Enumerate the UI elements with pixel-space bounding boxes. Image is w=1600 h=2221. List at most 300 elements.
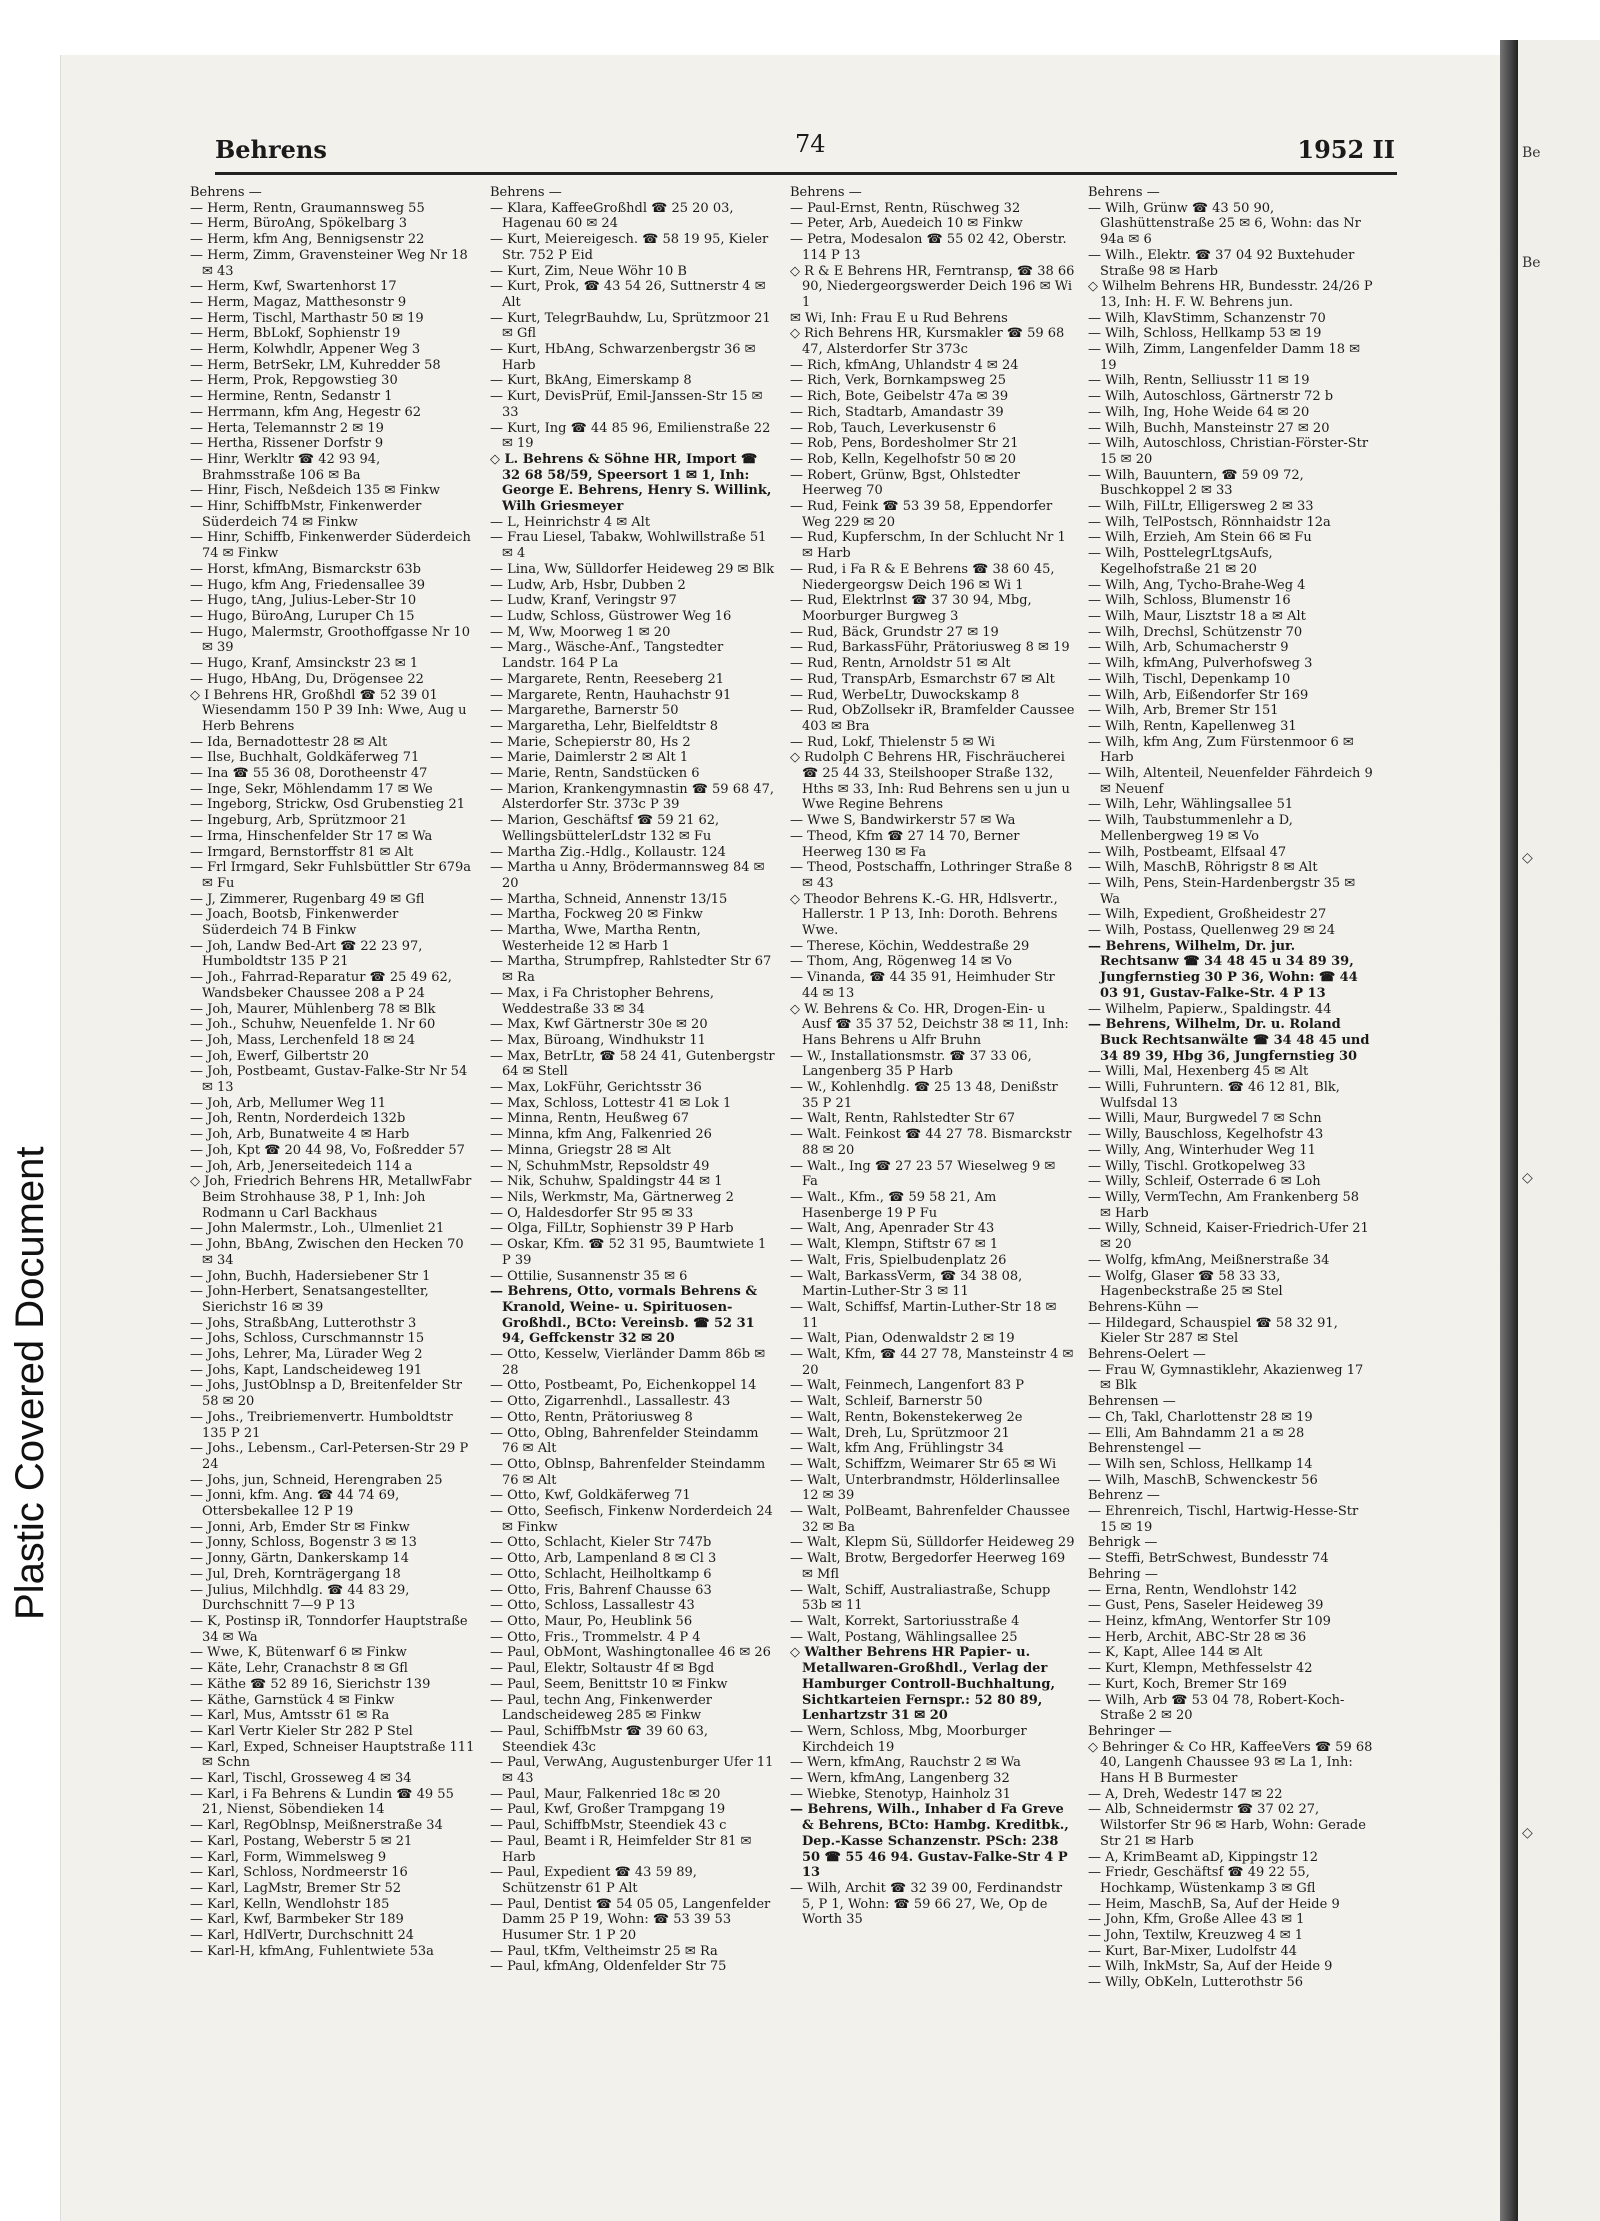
directory-entry: — John, Kfm, Große Allee 43 ✉ 1 — [1088, 1912, 1305, 1928]
directory-entry: ◇ L. Behrens & Söhne HR, Import ☎ 32 68 58/59, Speersort 1 ✉ 1, Inh: George E. Behrens, Henry S. Willink, Wilh Griesmeyer — [490, 451, 772, 515]
directory-entry: — Petra, Modesalon ☎ 55 02 42, Oberstr. 114 P 13 — [790, 232, 1067, 263]
directory-entry: — Hertha, Rissener Dorfstr 9 — [190, 436, 384, 452]
directory-entry: — Karl, Kwf, Barmbeker Str 189 — [190, 1912, 404, 1928]
directory-entry: — Margaretha, Lehr, Bielfeldtstr 8 — [490, 718, 719, 734]
directory-entry: ◇ Rudolph C Behrens HR, Fischräucherei ☎ 25 44 33, Steilshooper Straße 132, Hths ✉ 33, Inh: Rud Behrens sen u jun u Wwe Regine Behrens — [790, 750, 1070, 813]
directory-entry: — Joh, Kpt ☎ 20 44 98, Vo, Foßredder 57 — [190, 1142, 465, 1158]
directory-entry: — Wilh, kfmAng, Pulverhofsweg 3 — [1088, 656, 1313, 672]
directory-entry: — Wilh, Drechsl, Schützenstr 70 — [1088, 624, 1303, 640]
directory-entry: — Wilh, Tischl, Depenkamp 10 — [1088, 671, 1291, 687]
directory-entry: — Karl, i Fa Behrens & Lundin ☎ 49 55 21, Nienst, Söbendieken 14 — [190, 1786, 454, 1818]
directory-entry: — Otto, Schlacht, Kieler Str 747b — [490, 1535, 712, 1551]
directory-entry: — Joh, Postbeamt, Gustav-Falke-Str Nr 54 ✉ 13 — [190, 1064, 468, 1096]
directory-entry: — Walt, Feinmech, Langenfort 83 P — [790, 1378, 1025, 1394]
directory-entry: — Walt, Rentn, Rahlstedter Str 67 — [790, 1111, 1016, 1127]
edge-mark: ◇ — [1522, 1825, 1533, 1841]
directory-entry: — Jonny, Gärtn, Dankerskamp 14 — [190, 1551, 409, 1567]
directory-entry: — Ludw, Schloss, Güstrower Weg 16 — [490, 608, 732, 624]
directory-entry: — Walt, Unterbrandmstr, Hölderlinsallee 12 ✉ 39 — [790, 1472, 1060, 1504]
directory-entry: — Rich, Verk, Bornkampsweg 25 — [790, 373, 1006, 389]
directory-entry: — Paul, Elektr, Soltaustr 4f ✉ Bgd — [490, 1661, 715, 1677]
directory-entry: — Wilh, Arb ☎ 53 04 78, Robert-Koch-Straße 2 ✉ 20 — [1088, 1692, 1345, 1724]
directory-entry: — Heinz, kfmAng, Wentorfer Str 109 — [1088, 1613, 1331, 1629]
directory-entry: — Joh, Arb, Jenerseitedeich 114 a — [190, 1158, 413, 1174]
directory-entry: — Behrens, Otto, vormals Behrens & Kranold, Weine- u. Spirituosen-Großhdl., BCto: Vereinsb. ☎ 52 31 94, Geffckenstr 32 ✉ 20 — [490, 1284, 758, 1347]
directory-entry: — Otto, Kwf, Goldkäferweg 71 — [490, 1488, 691, 1504]
directory-entry: Behrens-Kühn — — [1088, 1299, 1199, 1315]
directory-entry: — Wwe, K, Bütenwarf 6 ✉ Finkw — [190, 1645, 407, 1661]
directory-entry: Behrens — — [490, 185, 562, 200]
directory-entry: — Karl, Schloss, Nordmeerstr 16 — [190, 1865, 408, 1881]
directory-entry: — Nik, Schuhw, Spaldingstr 44 ✉ 1 — [490, 1174, 723, 1190]
directory-entry: — Max, LokFühr, Gerichtsstr 36 — [490, 1080, 702, 1096]
directory-entry: — Ludw, Arb, Hsbr, Dubben 2 — [490, 577, 686, 593]
directory-entry: — John Malermstr., Loh., Ulmenliet 21 — [190, 1221, 445, 1237]
directory-entry: — Wilh, Autoschloss, Christian-Förster-Str 15 ✉ 20 — [1088, 436, 1369, 467]
directory-column-2 — [490, 185, 775, 1975]
directory-entry: — Paul, Kwf, Großer Trampgang 19 — [490, 1802, 726, 1818]
directory-entry: — Otto, Schloss, Lassallestr 43 — [490, 1598, 695, 1614]
directory-entry: — Rud, WerbeLtr, Duwockskamp 8 — [790, 687, 1020, 703]
directory-entry: — Wilh, Autoschloss, Gärtnerstr 72 b — [1088, 389, 1334, 405]
edge-mark: Be — [1522, 255, 1541, 271]
directory-entry: — Rob, Tauch, Leverkusenstr 6 — [790, 420, 997, 436]
directory-entry: — Gust, Pens, Saseler Heideweg 39 — [1088, 1598, 1324, 1614]
directory-entry: — Paul, techn Ang, Finkenwerder Landscheideweg 285 ✉ Finkw — [490, 1692, 713, 1724]
directory-entry: — Frl Irmgard, Sekr Fuhlsbüttler Str 679a ✉ Fu — [190, 860, 472, 891]
directory-entry: — Walt, Schleif, Barnerstr 50 — [790, 1394, 983, 1410]
directory-entry: — Martha, Wwe, Martha Rentn, Westerheide 12 ✉ Harb 1 — [490, 923, 701, 954]
directory-entry: — Marie, Rentn, Sandstücken 6 — [490, 766, 700, 782]
directory-entry: — Käthe ☎ 52 89 16, Sierichstr 139 — [190, 1676, 431, 1692]
directory-entry: — Wilh, MaschB, Schwenckestr 56 — [1088, 1472, 1318, 1488]
directory-entry: — Minna, Griegstr 28 ✉ Alt — [490, 1142, 671, 1158]
directory-entry: — Wilh, Postbeamt, Elfsaal 47 — [1088, 844, 1287, 860]
directory-entry: Behrenz — — [1088, 1488, 1160, 1504]
directory-entry: — Therese, Köchin, Weddestraße 29 — [790, 938, 1030, 954]
directory-entry: — J, Zimmerer, Rugenbarg 49 ✉ Gfl — [190, 891, 425, 907]
directory-entry: — Margarethe, Barnerstr 50 — [490, 703, 679, 719]
directory-entry: — Wilh., Elektr. ☎ 37 04 92 Buxtehuder Straße 98 ✉ Harb — [1088, 247, 1355, 279]
directory-entry: — Otto, Oblnsp, Bahrenfelder Steindamm 76 ✉ Alt — [490, 1456, 766, 1488]
directory-entry: — Joh, Arb, Mellumer Weg 11 — [190, 1095, 387, 1111]
directory-entry: — Martha, Strumpfrep, Rahlstedter Str 67 ✉ Ra — [490, 954, 772, 986]
directory-entry: — Herm, BüroAng, Spökelbarg 3 — [190, 216, 408, 232]
directory-entry: — Martha u Anny, Brödermannsweg 84 ✉ 20 — [490, 860, 765, 891]
directory-column-1 — [190, 185, 475, 1959]
directory-entry: — Willy, VermTechn, Am Frankenberg 58 ✉ Harb — [1088, 1190, 1360, 1221]
directory-entry: — Willy, Ang, Winterhuder Weg 11 — [1088, 1142, 1316, 1158]
directory-entry: — Rud, ObZollsekr iR, Bramfelder Caussee 403 ✉ Bra — [790, 703, 1075, 734]
directory-entry: — John, Buchh, Hadersiebener Str 1 — [190, 1268, 431, 1284]
directory-entry: — Herm, Prok, Repgowstieg 30 — [190, 373, 398, 389]
directory-entry: — Wilh, Expedient, Großheidestr 27 — [1088, 907, 1327, 923]
directory-entry: — Joh, Maurer, Mühlenberg 78 ✉ Blk — [190, 1001, 436, 1017]
directory-entry: — Walt., Kfm., ☎ 59 58 21, Am Hasenberge 19 P Fu — [790, 1190, 997, 1221]
directory-entry: Behrigk — — [1088, 1535, 1158, 1551]
directory-entry: — Wwe S, Bandwirkerstr 57 ✉ Wa — [790, 813, 1016, 829]
directory-entry: ✉ Wi, Inh: Frau E u Rud Behrens — [790, 310, 1008, 326]
directory-entry: Behringer — — [1088, 1723, 1172, 1739]
directory-entry: — Ehrenreich, Tischl, Hartwig-Hesse-Str 15 ✉ 19 — [1088, 1504, 1359, 1535]
directory-entry: — Walt, Klempn, Stiftstr 67 ✉ 1 — [790, 1237, 999, 1253]
directory-entry: — Walt, Schiffsf, Martin-Luther-Str 18 ✉ 11 — [790, 1299, 1057, 1331]
directory-entry: — Wern, kfmAng, Rauchstr 2 ✉ Wa — [790, 1755, 1021, 1771]
directory-entry: — Ingeburg, Arb, Sprützmoor 21 — [190, 813, 408, 829]
directory-entry: — Joh, Mass, Lerchenfeld 18 ✉ 24 — [190, 1032, 416, 1048]
directory-entry: ◇ Walther Behrens HR Papier- u. Metallwaren-Großhdl., Verlag der Hamburger Controll-Buchhaltung, Sichtkarteien Fernspr.: 52 80 89, Lenhartzstr 31 ✉ 20 — [790, 1645, 1055, 1724]
directory-entry: — Ingeborg, Strickw, Osd Grubenstieg 21 — [190, 797, 465, 813]
directory-entry: — Wilh, Ing, Hohe Weide 64 ✉ 20 — [1088, 404, 1310, 420]
edge-mark: ◇ — [1522, 850, 1533, 866]
directory-entry: — Rich, Bote, Geibelstr 47a ✉ 39 — [790, 389, 1009, 405]
directory-entry: — Wilh, Arb, Bremer Str 151 — [1088, 703, 1279, 719]
directory-entry: — Jonny, Schloss, Bogenstr 3 ✉ 13 — [190, 1535, 417, 1551]
directory-entry: — Wilh, Arb, Schumacherstr 9 — [1088, 640, 1289, 656]
directory-entry: — Kurt, TelegrBauhdw, Lu, Sprützmoor 21 ✉ Gfl — [490, 310, 771, 342]
directory-entry: Behrens-Oelert — — [1088, 1347, 1206, 1363]
directory-entry: ◇ Wilhelm Behrens HR, Bundesstr. 24/26 P 13, Inh: H. F. W. Behrens jun. — [1088, 279, 1373, 310]
directory-entry: — Herm, Rentn, Graumannsweg 55 — [190, 200, 425, 216]
directory-entry: — Wilh, Schloss, Hellkamp 53 ✉ 19 — [1088, 326, 1322, 342]
directory-entry: — Nils, Werkmstr, Ma, Gärtnerweg 2 — [490, 1190, 734, 1205]
directory-entry: — Joh, Rentn, Norderdeich 132b — [190, 1111, 406, 1127]
directory-entry: — Minna, kfm Ang, Falkenried 26 — [490, 1127, 712, 1143]
edge-mark: Be — [1522, 145, 1541, 161]
directory-entry: — Rud, Kupferschm, In der Schlucht Nr 1 ✉ Harb — [790, 530, 1066, 562]
directory-entry: — Käte, Lehr, Cranachstr 8 ✉ Gfl — [190, 1661, 408, 1677]
directory-entry: — Walt, Kfm, ☎ 44 27 78, Mansteinstr 4 ✉ 20 — [790, 1347, 1074, 1378]
directory-entry: — Max, BetrLtr, ☎ 58 24 41, Gutenbergstr 64 ✉ Stell — [490, 1048, 775, 1080]
directory-entry: — Joh, Ewerf, Gilbertstr 20 — [190, 1048, 369, 1064]
running-head — [215, 130, 1395, 175]
directory-entry: — Wilh, Rentn, Kapellenweg 31 — [1088, 718, 1297, 734]
directory-entry: — Alb, Schneidermstr ☎ 37 02 27, Wilstorfer Str 96 ✉ Harb, Wohn: Gerade Str 21 ✉ Harb — [1088, 1802, 1366, 1849]
directory-entry: — Joh., Fahrrad-Reparatur ☎ 25 49 62, Wandsbeker Chaussee 208 a P 24 — [190, 970, 452, 1001]
directory-entry: — Theod, Postschaffn, Lothringer Straße 8 ✉ 43 — [790, 860, 1073, 891]
directory-entry: — W., Kohlenhdlg. ☎ 25 13 48, Denißstr 35 P 21 — [790, 1080, 1058, 1111]
directory-entry: — Ludw, Kranf, Veringstr 97 — [490, 593, 677, 609]
directory-entry: — Marie, Schepierstr 80, Hs 2 — [490, 734, 691, 750]
directory-entry: — Rud, Elektrlnst ☎ 37 30 94, Mbg, Moorburger Burgweg 3 — [790, 593, 1032, 624]
directory-entry: — Herrmann, kfm Ang, Hegestr 62 — [190, 404, 422, 420]
directory-entry: — Wolfg, Glaser ☎ 58 33 33, Hagenbeckstraße 25 ✉ Stel — [1088, 1268, 1283, 1300]
adjacent-page-edge — [1518, 40, 1600, 2221]
directory-entry: — Erna, Rentn, Wendlohstr 142 — [1088, 1582, 1298, 1598]
directory-entry: Behrens — — [1088, 185, 1160, 200]
directory-entry: — Paul, SchiffbMstr, Steendiek 43 c — [490, 1818, 727, 1834]
directory-entry: — Wilh, Pens, Stein-Hardenbergstr 35 ✉ Wa — [1088, 875, 1356, 907]
directory-entry: — Willy, ObKeln, Lutterothstr 56 — [1088, 1975, 1304, 1991]
directory-entry: — Karl, HdlVertr, Durchschnitt 24 — [190, 1928, 415, 1944]
directory-entry: — Walt, Schiff, Australiastraße, Schupp 53b ✉ 11 — [790, 1582, 1051, 1614]
directory-entry: — Wilh, TelPostsch, Rönnhaidstr 12a — [1088, 514, 1331, 530]
directory-entry: Behrensen — — [1088, 1394, 1176, 1410]
directory-entry: — Johs, JustOblnsp a D, Breitenfelder Str 58 ✉ 20 — [190, 1378, 462, 1410]
directory-entry: — Kurt, BkAng, Eimerskamp 8 — [490, 373, 692, 389]
directory-entry: — John-Herbert, Senatsangestellter, Sierichstr 16 ✉ 39 — [190, 1284, 429, 1315]
directory-entry: — Karl, Postang, Weberstr 5 ✉ 21 — [190, 1833, 413, 1849]
directory-entry: — Wern, kfmAng, Langenberg 32 — [790, 1771, 1010, 1787]
header-surname: Behrens — [215, 135, 327, 164]
directory-entry: — Otto, Oblng, Bahrenfelder Steindamm 76 ✉ Alt — [490, 1425, 759, 1457]
directory-entry: — Paul, VerwAng, Augustenburger Ufer 11 ✉ 43 — [490, 1755, 774, 1787]
directory-entry: — Wilh, MaschB, Röhrigstr 8 ✉ Alt — [1088, 860, 1318, 876]
directory-entry: — Behrens, Wilhelm, Dr. jur. Rechtsanw ☎ 34 48 45 u 34 89 39, Jungfernstieg 30 P 36, Wohn: ☎ 44 03 91, Gustav-Falke-Str. 4 P 13 — [1088, 938, 1358, 1001]
directory-entry: — Margarete, Rentn, Reeseberg 21 — [490, 671, 725, 687]
directory-entry: — Wilh, FilLtr, Elligersweg 2 ✉ 33 — [1088, 499, 1314, 515]
directory-entry: — Walt, Ang, Apenrader Str 43 — [790, 1221, 995, 1237]
directory-entry: Behring — — [1088, 1566, 1158, 1582]
directory-entry: — Paul, Expedient ☎ 43 59 89, Schützenstr 61 P Alt — [490, 1865, 697, 1896]
directory-entry: — K, Postinsp iR, Tonndorfer Hauptstraße 34 ✉ Wa — [190, 1613, 468, 1645]
directory-entry: — M, Ww, Moorweg 1 ✉ 20 — [490, 624, 671, 640]
directory-entry: — Otto, Zigarrenhdl., Lassallestr. 43 — [490, 1394, 731, 1410]
directory-entry: — W., Installationsmstr. ☎ 37 33 06, Langenberg 35 P Harb — [790, 1048, 1032, 1080]
directory-entry: — Ilse, Buchhalt, Goldkäferweg 71 — [190, 750, 420, 766]
directory-entry: — Rob, Kelln, Kegelhofstr 50 ✉ 20 — [790, 451, 1017, 467]
directory-entry: — Herm, Kolwhdlr, Appener Weg 3 — [190, 342, 421, 358]
directory-entry: — Herm, BetrSekr, LM, Kuhredder 58 — [190, 357, 441, 373]
directory-entry: — Steffi, BetrSchwest, Bundesstr 74 — [1088, 1551, 1329, 1567]
directory-column-3 — [790, 185, 1075, 1928]
directory-entry: — Herm, Tischl, Marthastr 50 ✉ 19 — [190, 310, 424, 326]
directory-entry: — John, Textilw, Kreuzweg 4 ✉ 1 — [1088, 1928, 1304, 1944]
directory-entry: — Wilh, Lehr, Wählingsallee 51 — [1088, 797, 1294, 813]
directory-entry: — Kurt, Klempn, Methfesselstr 42 — [1088, 1661, 1313, 1677]
page-number: 74 — [795, 130, 826, 158]
directory-entry: — Käthe, Garnstück 4 ✉ Finkw — [190, 1692, 395, 1708]
directory-entry: ◇ I Behrens HR, Großhdl ☎ 52 39 01 Wiesendamm 150 P 39 Inh: Wwe, Aug u Herb Behrens — [190, 687, 467, 734]
directory-entry: — Joh, Arb, Bunatweite 4 ✉ Harb — [190, 1127, 410, 1143]
directory-entry: — Marion, Krankengymnastin ☎ 59 68 47, Alsterdorfer Str. 373c P 39 — [490, 781, 775, 813]
directory-entry: — Frau W, Gymnastiklehr, Akazienweg 17 ✉ Blk — [1088, 1362, 1364, 1394]
directory-entry: — Wilh, Ang, Tycho-Brahe-Weg 4 — [1088, 577, 1306, 593]
directory-entry: — Johs, Schloss, Curschmannstr 15 — [190, 1331, 425, 1347]
directory-entry: ◇ R & E Behrens HR, Ferntransp, ☎ 38 66 90, Niedergeorgswerder Deich 196 ✉ Wi 1 — [790, 263, 1075, 310]
directory-entry: Behrens — — [190, 185, 262, 200]
directory-entry: — Heim, MaschB, Sa, Auf der Heide 9 — [1088, 1896, 1340, 1912]
directory-entry: — Wilhelm, Papierw., Spaldingstr. 44 — [1088, 1001, 1332, 1017]
directory-entry: — Karl-H, kfmAng, Fuhlentwiete 53a — [190, 1943, 434, 1959]
directory-entry: — Karl, LagMstr, Bremer Str 52 — [190, 1880, 402, 1896]
directory-entry: — Paul, SchiffbMstr ☎ 39 60 63, Steendiek 43c — [490, 1723, 709, 1755]
directory-entry: — Wiebke, Stenotyp, Hainholz 31 — [790, 1786, 1011, 1802]
directory-entry: — Walt, Brotw, Bergedorfer Heerweg 169 ✉ Mfl — [790, 1551, 1066, 1582]
directory-entry: — Walt, Klepm Sü, Sülldorfer Heideweg 29 — [790, 1535, 1075, 1551]
directory-entry: — Willy, Bauschloss, Kegelhofstr 43 — [1088, 1127, 1324, 1143]
directory-entry: — Otto, Schlacht, Heilholtkamp 6 — [490, 1566, 712, 1582]
directory-entry: — Walt, Schiffzm, Weimarer Str 65 ✉ Wi — [790, 1456, 1057, 1472]
directory-entry: — Hildegard, Schauspiel ☎ 58 32 91, Kieler Str 287 ✉ Stel — [1088, 1315, 1338, 1347]
directory-entry: — Max, Büroang, Windhukstr 11 — [490, 1032, 706, 1048]
directory-entry: — Herb, Archit, ABC-Str 28 ✉ 36 — [1088, 1629, 1307, 1645]
directory-entry: — Wilh, kfm Ang, Zum Fürstenmoor 6 ✉ Harb — [1088, 734, 1354, 766]
directory-entry: — Rob, Pens, Bordesholmer Str 21 — [790, 436, 1019, 452]
directory-entry: — Herm, BbLokf, Sophienstr 19 — [190, 326, 401, 342]
directory-entry: — Ottilie, Susannenstr 35 ✉ 6 — [490, 1268, 688, 1284]
directory-entry: — O, Haldesdorfer Str 95 ✉ 33 — [490, 1205, 694, 1221]
directory-entry: — Kurt, Bar-Mixer, Ludolfstr 44 — [1088, 1943, 1297, 1959]
directory-entry: — Max, i Fa Christopher Behrens, Weddestraße 33 ✉ 34 — [490, 985, 714, 1017]
directory-entry: — Ina ☎ 55 36 08, Dorotheenstr 47 — [190, 766, 428, 782]
directory-entry: — Rud, i Fa R & E Behrens ☎ 38 60 45, Niedergeorgsw Deich 196 ✉ Wi 1 — [790, 561, 1055, 593]
directory-entry: ◇ W. Behrens & Co. HR, Drogen-Ein- u Ausf ☎ 35 37 52, Deichstr 38 ✉ 11, Inh: Hans Behrens u Alfr Bruhn — [790, 1001, 1069, 1048]
page-gutter-shadow — [1500, 40, 1518, 2221]
directory-entry: — Rich, Stadtarb, Amandastr 39 — [790, 404, 1004, 420]
directory-entry: — Wilh, Taubstummenlehr a D, Mellenbergweg 19 ✉ Vo — [1088, 813, 1293, 844]
directory-entry: — Vinanda, ☎ 44 35 91, Heimhuder Str 44 ✉ 13 — [790, 970, 1055, 1001]
directory-entry: — Wilh, Altenteil, Neuenfelder Fährdeich 9 ✉ Neuenf — [1088, 766, 1373, 797]
directory-entry: — Ch, Takl, Charlottenstr 28 ✉ 19 — [1088, 1409, 1313, 1425]
directory-entry: — L, Heinrichstr 4 ✉ Alt — [490, 514, 651, 530]
directory-entry: — Elli, Am Bahndamm 21 a ✉ 28 — [1088, 1425, 1305, 1441]
directory-entry: — Johs, Kapt, Landscheideweg 191 — [190, 1362, 423, 1378]
directory-entry: — Joach, Bootsb, Finkenwerder Süderdeich 74 B Finkw — [190, 907, 399, 939]
directory-entry: — Rich, kfmAng, Uhlandstr 4 ✉ 24 — [790, 357, 1019, 373]
header-rule — [215, 172, 1397, 175]
directory-entry: — Walt, Korrekt, Sartoriusstraße 4 — [790, 1613, 1020, 1629]
directory-entry: — Otto, Fris, Bahrenf Chausse 63 — [490, 1582, 712, 1598]
directory-entry: — Hugo, BüroAng, Luruper Ch 15 — [190, 608, 415, 624]
directory-entry: — Paul, Beamt i R, Heimfelder Str 81 ✉ Harb — [490, 1833, 752, 1865]
directory-entry: ◇ Rich Behrens HR, Kursmakler ☎ 59 68 47, Alsterdorfer Str 373c — [790, 326, 1065, 358]
directory-entry: — Rud, Rentn, Arnoldstr 51 ✉ Alt — [790, 656, 1011, 672]
directory-entry: — Kurt, DevisPrüf, Emil-Janssen-Str 15 ✉ 33 — [490, 389, 763, 420]
directory-entry: — Hugo, kfm Ang, Friedensallee 39 — [190, 577, 426, 593]
directory-entry: — Otto, Seefisch, Finkenw Norderdeich 24 ✉ Finkw — [490, 1504, 773, 1535]
directory-entry: — Olga, FilLtr, Sophienstr 39 P Harb — [490, 1221, 734, 1237]
directory-entry: — Wilh sen, Schloss, Hellkamp 14 — [1088, 1456, 1313, 1472]
directory-entry: — Walt, Pian, Odenwaldstr 2 ✉ 19 — [790, 1331, 1015, 1347]
directory-entry: — Herm, Kwf, Swartenhorst 17 — [190, 279, 397, 295]
directory-entry: — Walt, Dreh, Lu, Sprützmoor 21 — [790, 1425, 1010, 1441]
directory-entry: — Hinr, Werkltr ☎ 42 93 94, Brahmsstraße 106 ✉ Ba — [190, 451, 381, 483]
directory-entry: — Joh, Landw Bed-Art ☎ 22 23 97, Humboldtstr 135 P 21 — [190, 938, 423, 970]
directory-entry: — Joh., Schuhw, Neuenfelde 1. Nr 60 — [190, 1017, 436, 1033]
directory-entry: ◇ Behringer & Co HR, KaffeeVers ☎ 59 68 40, Langenh Chaussee 93 ✉ La 1, Inh: Hans H B Burmester — [1088, 1739, 1373, 1787]
directory-entry: — Paul, Maur, Falkenried 18c ✉ 20 — [490, 1786, 721, 1802]
directory-entry: — Otto, Maur, Po, Heublink 56 — [490, 1613, 693, 1629]
directory-entry: — Wilh, InkMstr, Sa, Auf der Heide 9 — [1088, 1959, 1333, 1975]
directory-entry: — Walt, PolBeamt, Bahrenfelder Chaussee 32 ✉ Ba — [790, 1504, 1070, 1535]
directory-entry: — Margarete, Rentn, Hauhachstr 91 — [490, 687, 732, 703]
directory-column-4 — [1088, 185, 1373, 1991]
directory-entry: — Inge, Sekr, Möhlendamm 17 ✉ We — [190, 781, 433, 797]
directory-entry: ◇ Joh, Friedrich Behrens HR, MetallwFabr Beim Strohhause 38, P 1, Inh: Joh Rodmann u Carl Backhaus — [190, 1174, 472, 1221]
directory-entry: — Johs, StraßbAng, Lutterothstr 3 — [190, 1315, 417, 1331]
directory-entry: — Willi, Maur, Burgwedel 7 ✉ Schn — [1088, 1111, 1322, 1127]
directory-entry: — Karl, Tischl, Grosseweg 4 ✉ 34 — [190, 1771, 412, 1787]
directory-entry: — Jul, Dreh, Kornträgergang 18 — [190, 1566, 401, 1582]
directory-entry: — A, Dreh, Wedestr 147 ✉ 22 — [1088, 1786, 1283, 1802]
directory-entry: — Hinr, Schiffb, Finkenwerder Süderdeich 74 ✉ Finkw — [190, 530, 471, 562]
directory-entry: — Walt, Fris, Spielbudenplatz 26 — [790, 1252, 1007, 1268]
directory-entry: — Willy, Tischl. Grotkopelweg 33 — [1088, 1158, 1306, 1174]
directory-entry: — Paul, ObMont, Washingtonallee 46 ✉ 26 — [490, 1645, 771, 1661]
directory-entry: — Robert, Grünw, Bgst, Ohlstedter Heerweg 70 — [790, 467, 1020, 499]
directory-entry: — Julius, Milchhdlg. ☎ 44 83 29, Durchschnitt 7—9 P 13 — [190, 1582, 410, 1614]
directory-entry: — Paul, Dentist ☎ 54 05 05, Langenfelder Damm 25 P 19, Wohn: ☎ 53 39 53 Husumer Str. 1 P 20 — [490, 1896, 771, 1944]
directory-entry: — Marg., Wäsche-Anf., Tangstedter Landstr. 164 P La — [490, 640, 724, 672]
directory-entry: — Walt., Ing ☎ 27 23 57 Wieselweg 9 ✉ Fa — [790, 1158, 1056, 1190]
directory-entry: — Lina, Ww, Sülldorfer Heideweg 29 ✉ Blk — [490, 561, 775, 577]
directory-entry: — Friedr, Geschäftsf ☎ 49 22 55, Hochkamp, Wüstenkamp 3 ✉ Gfl — [1088, 1865, 1316, 1896]
directory-entry: — Irmgard, Bernstorffstr 81 ✉ Alt — [190, 844, 414, 860]
directory-entry: — Karl, Mus, Amtsstr 61 ✉ Ra — [190, 1708, 390, 1724]
directory-entry: — Johs, Lehrer, Ma, Lürader Weg 2 — [190, 1347, 423, 1363]
directory-entry: — Klara, KaffeeGroßhdl ☎ 25 20 03, Hagenau 60 ✉ 24 — [490, 200, 734, 232]
directory-entry: — K, Kapt, Allee 144 ✉ Alt — [1088, 1645, 1263, 1661]
sidebar — [0, 0, 60, 2221]
directory-entry: — Otto, Fris., Trommelstr. 4 P 4 — [490, 1629, 701, 1645]
directory-entry: — Peter, Arb, Auedeich 10 ✉ Finkw — [790, 216, 1023, 232]
directory-entry: Behrenstengel — — [1088, 1441, 1202, 1457]
directory-entry: — Walt, BarkassVerm, ☎ 34 38 08, Martin-Luther-Str 3 ✉ 11 — [790, 1268, 1023, 1300]
directory-entry: — Willi, Fuhruntern. ☎ 46 12 81, Blk, Wulfsdal 13 — [1088, 1080, 1340, 1111]
directory-entry: — Wilh, Schloss, Blumenstr 16 — [1088, 593, 1291, 609]
directory-entry: — Hinr, SchiffbMstr, Finkenwerder Süderdeich 74 ✉ Finkw — [190, 499, 422, 530]
directory-entry: Behrens — — [790, 185, 862, 200]
directory-entry: — Karl, Exped, Schneiser Hauptstraße 111 ✉ Schn — [190, 1739, 475, 1771]
directory-entry: — Walt. Feinkost ☎ 44 27 78. Bismarckstr 88 ✉ 20 — [790, 1127, 1072, 1158]
directory-entry: — Karl Vertr Kieler Str 282 P Stel — [190, 1723, 413, 1739]
directory-entry: — Marie, Daimlerstr 2 ✉ Alt 1 — [490, 750, 689, 766]
directory-entry: — Oskar, Kfm. ☎ 52 31 95, Baumtwiete 1 P 39 — [490, 1237, 767, 1268]
directory-entry: — Horst, kfmAng, Bismarckstr 63b — [190, 561, 421, 577]
directory-entry: — Martha Zig.-Hdlg., Kollaustr. 124 — [490, 844, 726, 860]
directory-entry: — Johs, jun, Schneid, Herengraben 25 — [190, 1472, 443, 1488]
directory-entry: — Wilh, KlavStimm, Schanzenstr 70 — [1088, 310, 1326, 326]
directory-entry: — Rud, BarkassFühr, Prätoriusweg 8 ✉ 19 — [790, 640, 1070, 656]
directory-entry: — Wilh, Archit ☎ 32 39 00, Ferdinandstr 5, P 1, Wohn: ☎ 59 66 27, We, Op de Worth 35 — [790, 1880, 1063, 1928]
directory-entry: — Rud, Lokf, Thielenstr 5 ✉ Wi — [790, 734, 995, 750]
directory-entry: — N, SchuhmMstr, Repsoldstr 49 — [490, 1158, 710, 1174]
directory-entry: — Karl, RegOblnsp, Meißnerstraße 34 — [190, 1818, 443, 1834]
directory-entry: — Willy, Schneid, Kaiser-Friedrich-Ufer 21 ✉ 20 — [1088, 1221, 1369, 1253]
directory-entry: — Wilh, Maur, Lisztstr 18 a ✉ Alt — [1088, 608, 1306, 624]
directory-entry: — Herm, Zimm, Gravensteiner Weg Nr 18 ✉ 43 — [190, 247, 468, 279]
directory-entry: — Minna, Rentn, Heußweg 67 — [490, 1111, 689, 1127]
directory-entry: — Martha, Fockweg 20 ✉ Finkw — [490, 907, 703, 923]
directory-entry: — Otto, Kesselw, Vierländer Damm 86b ✉ 28 — [490, 1347, 766, 1378]
directory-entry: — Karl, Kelln, Wendlohstr 185 — [190, 1896, 390, 1912]
directory-entry: — Herm, Magaz, Matthesonstr 9 — [190, 294, 407, 310]
directory-entry: — Hermine, Rentn, Sedanstr 1 — [190, 389, 393, 405]
directory-entry: — Jonni, kfm. Ang. ☎ 44 74 69, Ottersbekallee 12 P 19 — [190, 1488, 400, 1520]
directory-entry: — Walt, Postang, Wählingsallee 25 — [790, 1629, 1018, 1645]
directory-entry: — Frau Liesel, Tabakw, Wohlwillstraße 51 ✉ 4 — [490, 530, 767, 562]
directory-entry: — Rud, Bäck, Grundstr 27 ✉ 19 — [790, 624, 999, 640]
directory-entry: — Wern, Schloss, Mbg, Moorburger Kirchdeich 19 — [790, 1723, 1027, 1755]
directory-entry: — Jonni, Arb, Emder Str ✉ Finkw — [190, 1519, 410, 1535]
directory-entry: — Walt, kfm Ang, Frühlingstr 34 — [790, 1441, 1005, 1457]
directory-entry: — Kurt, Meiereigesch. ☎ 58 19 95, Kieler Str. 752 P Eid — [490, 232, 769, 263]
directory-entry: — Wilh, PosttelegrLtgsAufs, Kegelhofstraße 21 ✉ 20 — [1088, 546, 1273, 577]
directory-entry: — Marion, Geschäftsf ☎ 59 21 62, WellingsbüttelerLdstr 132 ✉ Fu — [490, 813, 720, 844]
directory-entry: — Hugo, HbAng, Du, Drögensee 22 — [190, 671, 424, 687]
directory-entry: — Max, Kwf Gärtnerstr 30e ✉ 20 — [490, 1017, 708, 1033]
directory-entry: ◇ Theodor Behrens K.-G. HR, Hdlsvertr., Hallerstr. 1 P 13, Inh: Doroth. Behrens Wwe. — [790, 891, 1058, 939]
directory-entry: — Wilh, Zimm, Langenfelder Damm 18 ✉ 19 — [1088, 342, 1361, 373]
directory-entry: — Kurt, Koch, Bremer Str 169 — [1088, 1676, 1287, 1692]
directory-entry: — Herm, kfm Ang, Bennigsenstr 22 — [190, 232, 425, 248]
directory-entry: — Martha, Schneid, Annenstr 13/15 — [490, 891, 728, 907]
directory-entry: — Theod, Kfm ☎ 27 14 70, Berner Heerweg 130 ✉ Fa — [790, 828, 1020, 860]
directory-entry: — Paul, Seem, Benittstr 10 ✉ Finkw — [490, 1676, 728, 1692]
directory-entry: — Willy, Schleif, Osterrade 6 ✉ Loh — [1088, 1174, 1321, 1190]
directory-entry: — Paul, tKfm, Veltheimstr 25 ✉ Ra — [490, 1943, 718, 1959]
